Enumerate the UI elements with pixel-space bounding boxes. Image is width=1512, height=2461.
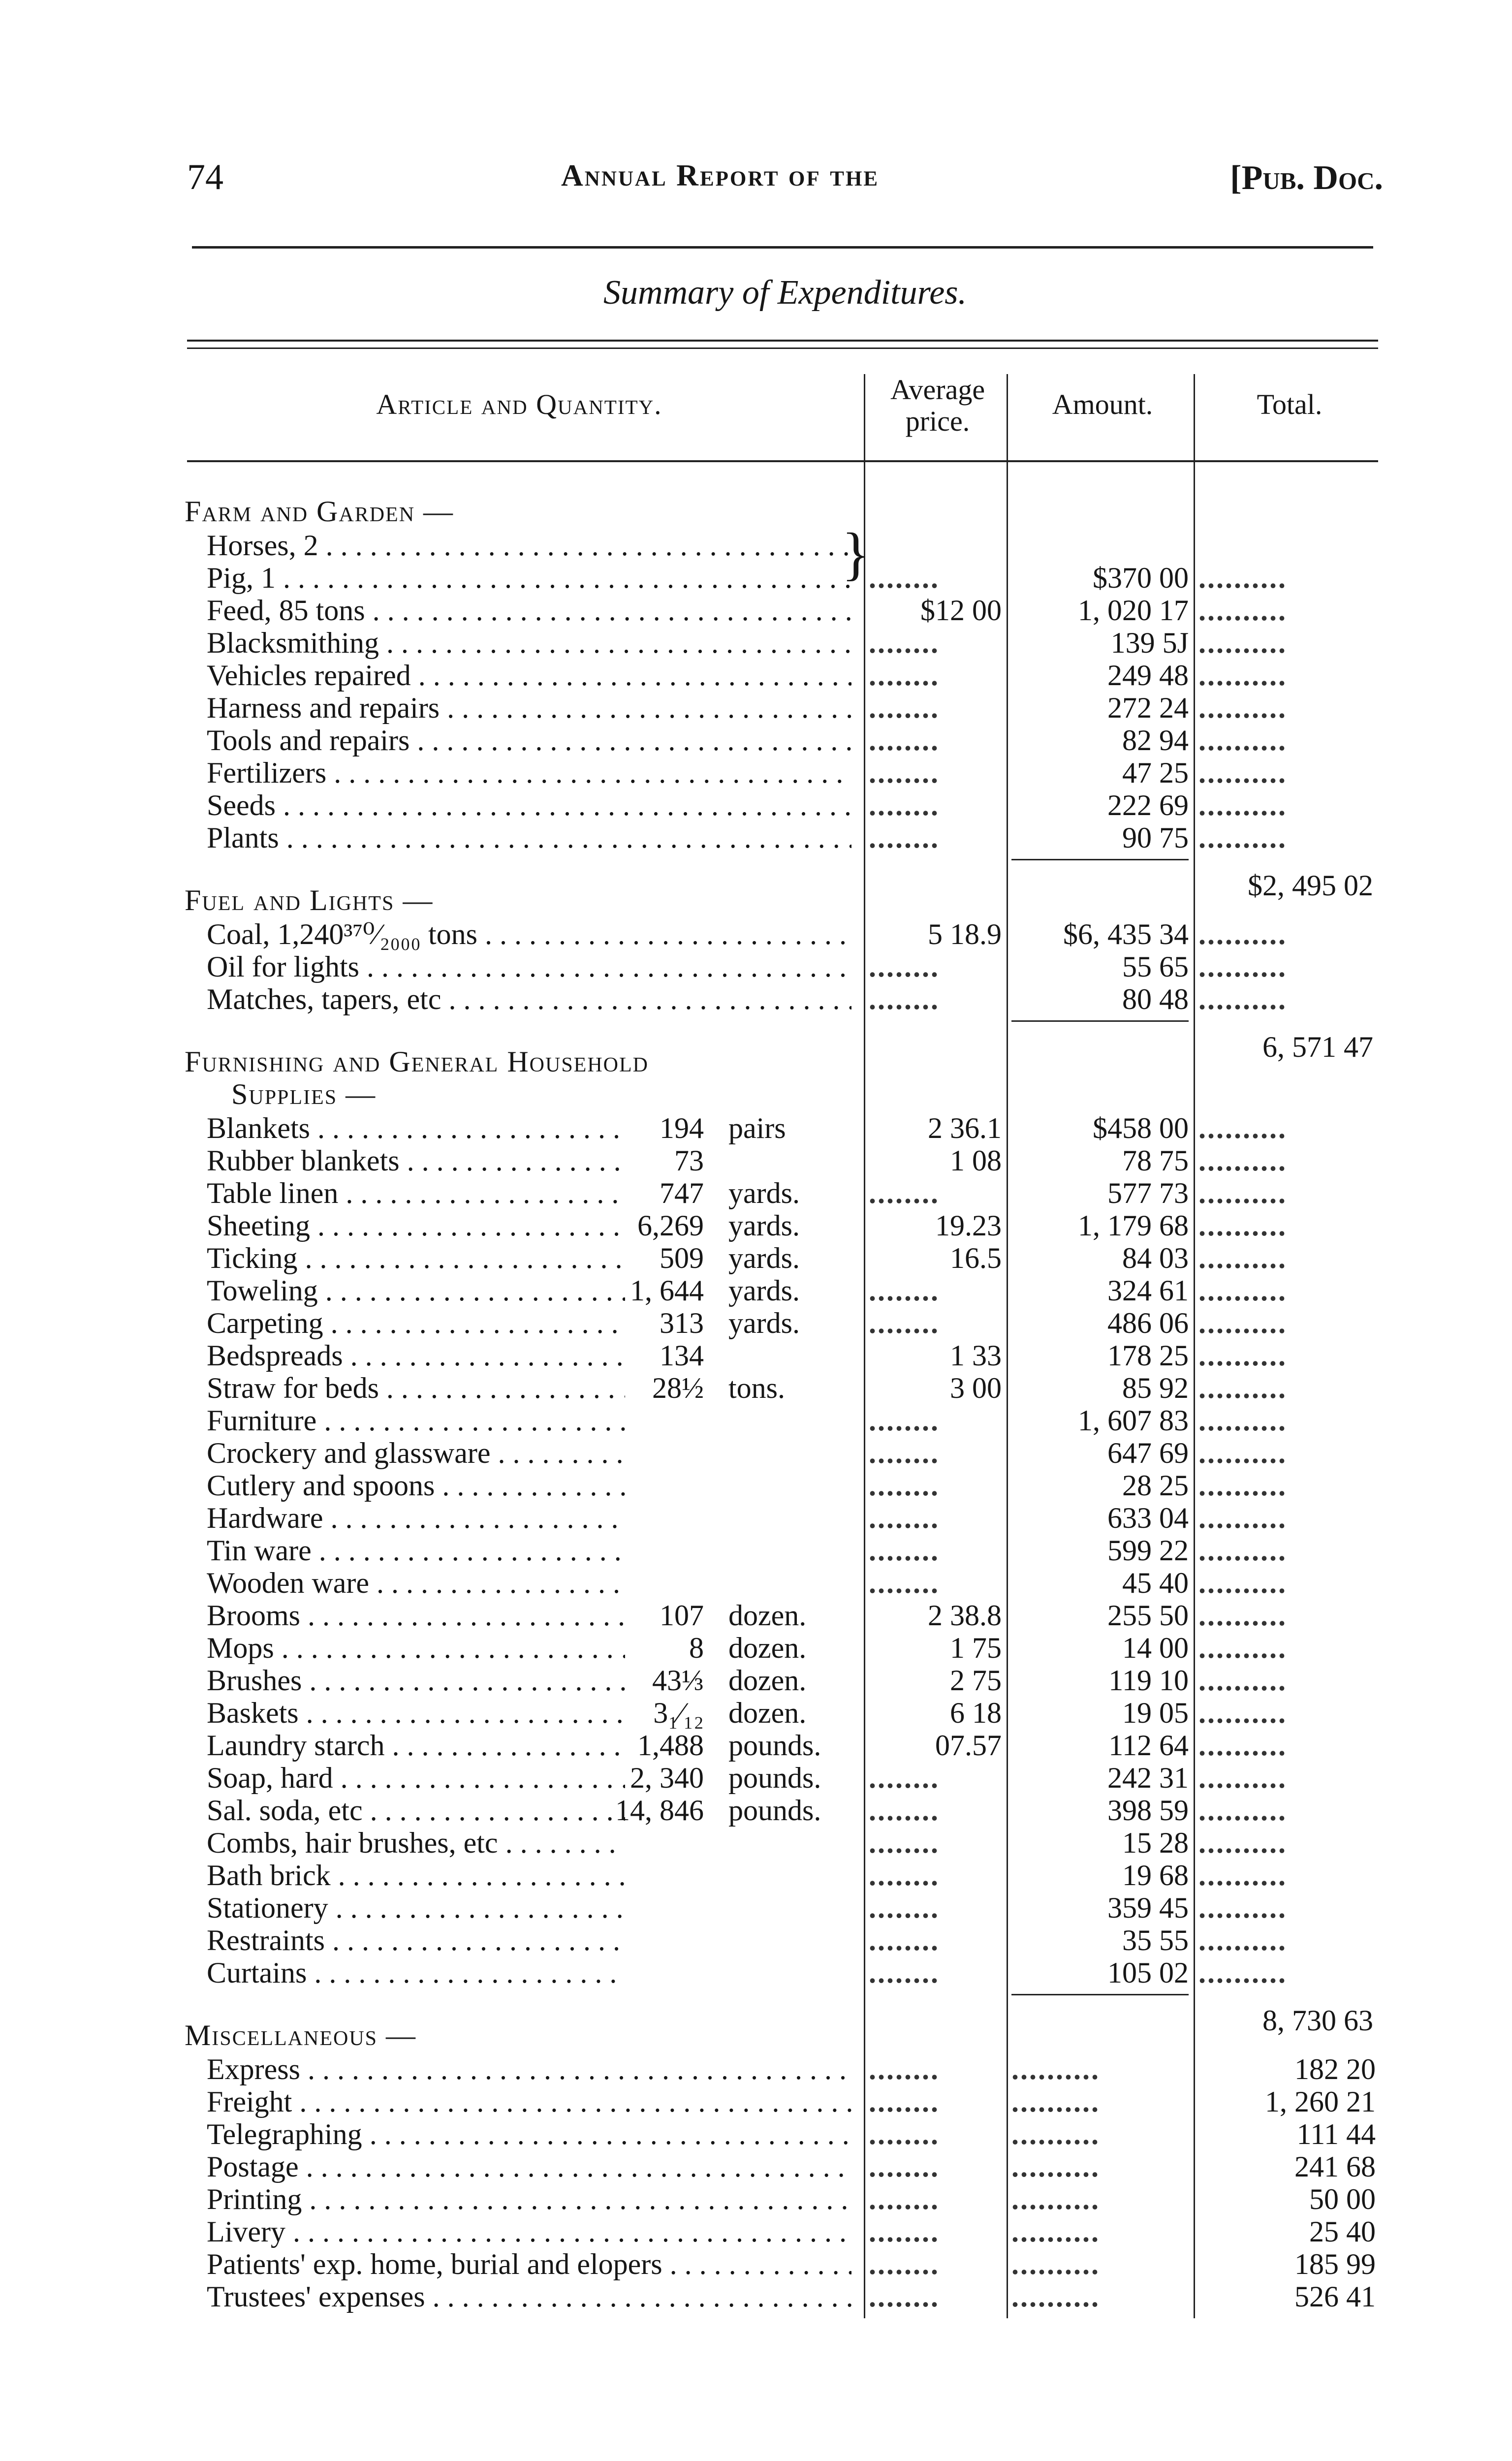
subtotal-rule-furnishing — [1011, 1994, 1189, 1995]
row-average-price: ........ — [869, 1859, 940, 1892]
table-row — [0, 1827, 1512, 1859]
table-row — [0, 789, 1512, 821]
row-quantity: 73 — [674, 1144, 704, 1177]
row-description: Blacksmithing . . . — [207, 627, 851, 659]
column-header-price-line2: price. — [905, 405, 970, 437]
row-amount: 84 03 — [1122, 1242, 1189, 1274]
row-quantity: 2, 340 — [630, 1762, 704, 1794]
row-description: Laundry starch . . . — [207, 1729, 625, 1762]
row-average-price: ........ — [869, 2150, 940, 2183]
row-total: .......... — [1198, 1762, 1287, 1794]
table-row — [0, 1404, 1512, 1437]
row-description: Table linen . . . — [207, 1177, 625, 1209]
row-average-price: 19.23 — [935, 1209, 1002, 1242]
row-average-price: ........ — [869, 821, 940, 854]
row-total: .......... — [1198, 1469, 1287, 1502]
table-row — [0, 1177, 1512, 1209]
row-amount: 178 25 — [1107, 1339, 1189, 1372]
row-amount: 28 25 — [1122, 1469, 1189, 1502]
table-row — [0, 2085, 1512, 2118]
row-description: Express . . . — [207, 2053, 851, 2085]
row-description: Toweling . . . — [207, 1274, 625, 1307]
row-description: Mops . . . — [207, 1632, 625, 1664]
row-total: 111 44 — [1296, 2118, 1376, 2150]
row-description: Pig, 1 . . . — [207, 562, 851, 594]
section-title-furnishing: Furnishing and General Household — [185, 1045, 649, 1078]
row-amount: 359 45 — [1107, 1892, 1189, 1924]
row-unit: pounds. — [728, 1794, 821, 1827]
row-average-price: 5 18.9 — [928, 918, 1002, 950]
row-total: .......... — [1198, 1697, 1287, 1729]
row-average-price: ........ — [869, 2248, 940, 2280]
table-row — [0, 1437, 1512, 1469]
column-header-price-line1: Average — [890, 374, 985, 406]
table-row — [0, 1924, 1512, 1956]
row-unit: pounds. — [728, 1762, 821, 1794]
table-row — [0, 529, 1512, 562]
row-amount: 486 06 — [1107, 1307, 1189, 1339]
table-row — [0, 1372, 1512, 1404]
row-total: .......... — [1198, 1632, 1287, 1664]
row-average-price: 07.57 — [935, 1729, 1002, 1762]
page-number: 74 — [187, 157, 223, 197]
row-total: .......... — [1198, 821, 1287, 854]
row-average-price: ........ — [869, 789, 940, 821]
row-description: Patients' exp. home, burial and elopers . . . — [207, 2248, 851, 2280]
row-description: Wooden ware . . . — [207, 1567, 625, 1599]
row-amount: 82 94 — [1122, 724, 1189, 757]
row-amount: 47 25 — [1122, 757, 1189, 789]
row-quantity: 194 — [660, 1112, 704, 1144]
table-row — [0, 1502, 1512, 1534]
section-subtitle-furnishing: Supplies — — [231, 1078, 377, 1110]
row-quantity: 134 — [660, 1339, 704, 1372]
section-title-farm: Farm and Garden — — [185, 495, 454, 528]
row-description: Straw for beds . . . — [207, 1372, 625, 1404]
row-amount: 599 22 — [1107, 1534, 1189, 1567]
row-quantity: 8 — [689, 1632, 704, 1664]
row-description: Harness and repairs . . . — [207, 692, 851, 724]
row-description: Combs, hair brushes, etc . . . — [207, 1827, 625, 1859]
table-row — [0, 1892, 1512, 1924]
row-total: 1, 260 21 — [1265, 2085, 1376, 2118]
table-row — [0, 1339, 1512, 1372]
row-amount: 119 10 — [1108, 1664, 1189, 1697]
row-average-price: ........ — [869, 724, 940, 757]
column-header-total: Total. — [1257, 388, 1323, 420]
row-description: Printing . . . — [207, 2183, 851, 2215]
row-average-price: ........ — [869, 1274, 940, 1307]
row-total: .......... — [1198, 918, 1287, 950]
row-description: Feed, 85 tons . . . — [207, 594, 851, 627]
table-row — [0, 2150, 1512, 2183]
row-total: .......... — [1198, 1502, 1287, 1534]
row-total: 241 68 — [1294, 2150, 1376, 2183]
table-row — [0, 950, 1512, 983]
table-row — [0, 1697, 1512, 1729]
row-amount: 1, 607 83 — [1078, 1404, 1189, 1437]
row-description: Sheeting . . . — [207, 1209, 625, 1242]
row-average-price: 2 38.8 — [928, 1599, 1002, 1632]
row-average-price: ........ — [869, 1827, 940, 1859]
row-total: .......... — [1198, 1567, 1287, 1599]
section-title-misc: Miscellaneous — — [185, 2019, 417, 2051]
column-header-price — [866, 374, 1009, 437]
table-row — [0, 2280, 1512, 2313]
row-unit: dozen. — [728, 1664, 807, 1697]
row-amount: 1, 179 68 — [1078, 1209, 1189, 1242]
row-total: .......... — [1198, 1144, 1287, 1177]
table-row — [0, 1632, 1512, 1664]
row-description: Bedspreads . . . — [207, 1339, 625, 1372]
row-unit: tons. — [728, 1372, 786, 1404]
row-quantity: 14, 846 — [615, 1794, 704, 1827]
row-average-price: ........ — [869, 1794, 940, 1827]
row-amount: 249 48 — [1107, 659, 1189, 692]
row-unit: yards. — [728, 1209, 800, 1242]
column-header-article: Article and Quantity. — [376, 388, 662, 420]
row-amount: 15 28 — [1122, 1827, 1189, 1859]
row-amount: .......... — [1011, 2248, 1100, 2280]
row-total: .......... — [1198, 627, 1287, 659]
row-amount: 78 75 — [1122, 1144, 1189, 1177]
row-average-price: 1 75 — [950, 1632, 1002, 1664]
table-top-rule — [187, 340, 1378, 342]
row-description: Hardware . . . — [207, 1502, 625, 1534]
table-row — [0, 2183, 1512, 2215]
table-row — [0, 2248, 1512, 2280]
row-average-price: ........ — [869, 1892, 940, 1924]
table-row — [0, 594, 1512, 627]
row-average-price: ........ — [869, 1404, 940, 1437]
table-row — [0, 562, 1512, 594]
row-average-price: ........ — [869, 1469, 940, 1502]
row-total: 182 20 — [1294, 2053, 1376, 2085]
row-unit: yards. — [728, 1307, 800, 1339]
row-amount: 19 68 — [1122, 1859, 1189, 1892]
table-row — [0, 659, 1512, 692]
row-average-price: ........ — [869, 627, 940, 659]
row-average-price: ........ — [869, 1924, 940, 1956]
row-description: Tin ware . . . — [207, 1534, 625, 1567]
row-total: .......... — [1198, 1437, 1287, 1469]
row-total: 50 00 — [1309, 2183, 1376, 2215]
row-average-price: $12 00 — [920, 594, 1002, 627]
row-unit: pounds. — [728, 1729, 821, 1762]
row-amount: $6, 435 34 — [1063, 918, 1189, 950]
row-description: Telegraphing . . . — [207, 2118, 851, 2150]
subtotal-rule-farm — [1011, 859, 1189, 860]
row-total: .......... — [1198, 1177, 1287, 1209]
row-total: .......... — [1198, 1924, 1287, 1956]
row-average-price: 1 33 — [950, 1339, 1002, 1372]
table-row — [0, 627, 1512, 659]
row-quantity: 509 — [660, 1242, 704, 1274]
table-row — [0, 1307, 1512, 1339]
row-unit: pairs — [728, 1112, 786, 1144]
row-description: Baskets . . . — [207, 1697, 625, 1729]
row-amount: .......... — [1011, 2053, 1100, 2085]
row-amount: 112 64 — [1108, 1729, 1189, 1762]
row-total: .......... — [1198, 1112, 1287, 1144]
table-row — [0, 1242, 1512, 1274]
subtotal-rule-fuel — [1011, 1020, 1189, 1022]
row-total: .......... — [1198, 1209, 1287, 1242]
running-title: Annual Report of the — [561, 159, 880, 192]
row-description: Brooms . . . — [207, 1599, 625, 1632]
row-description: Bath brick . . . — [207, 1859, 625, 1892]
row-amount: .......... — [1011, 2183, 1100, 2215]
running-header — [187, 157, 1383, 216]
row-average-price: ........ — [869, 1567, 940, 1599]
row-quantity: 107 — [660, 1599, 704, 1632]
row-average-price: ........ — [869, 659, 940, 692]
row-total: .......... — [1198, 983, 1287, 1015]
row-amount: 324 61 — [1107, 1274, 1189, 1307]
row-average-price: ........ — [869, 2183, 940, 2215]
table-row — [0, 1599, 1512, 1632]
row-amount: 19 05 — [1122, 1697, 1189, 1729]
row-description: Brushes . . . — [207, 1664, 625, 1697]
row-amount: 85 92 — [1122, 1372, 1189, 1404]
row-description: Curtains . . . — [207, 1956, 625, 1989]
row-total: 526 41 — [1294, 2280, 1376, 2313]
table-title: Summary of Expenditures. — [603, 274, 967, 312]
row-description: Crockery and glassware . . . — [207, 1437, 625, 1469]
table-row — [0, 1762, 1512, 1794]
row-average-price: 6 18 — [950, 1697, 1002, 1729]
row-total: .......... — [1198, 724, 1287, 757]
row-quantity: 6,269 — [637, 1209, 704, 1242]
row-amount: .......... — [1011, 2215, 1100, 2248]
table-row — [0, 1274, 1512, 1307]
row-amount: 45 40 — [1122, 1567, 1189, 1599]
section-title-fuel: Fuel and Lights — — [185, 884, 434, 916]
row-unit: dozen. — [728, 1697, 807, 1729]
row-description: Blankets . . . — [207, 1112, 625, 1144]
row-amount: 222 69 — [1107, 789, 1189, 821]
table-row — [0, 1209, 1512, 1242]
table-row — [0, 918, 1512, 950]
row-average-price: ........ — [869, 1437, 940, 1469]
table-row — [0, 2053, 1512, 2085]
row-average-price: ........ — [869, 1177, 940, 1209]
row-amount: 90 75 — [1122, 821, 1189, 854]
row-description: Carpeting . . . — [207, 1307, 625, 1339]
row-description: Cutlery and spoons . . . — [207, 1469, 625, 1502]
row-description: Livery . . . — [207, 2215, 851, 2248]
row-average-price: ........ — [869, 1762, 940, 1794]
table-row — [0, 983, 1512, 1015]
row-quantity: 313 — [660, 1307, 704, 1339]
row-total: .......... — [1198, 692, 1287, 724]
row-average-price: ........ — [869, 1502, 940, 1534]
row-amount: 139 5J — [1110, 627, 1189, 659]
row-amount: .......... — [1011, 2118, 1100, 2150]
row-amount: $370 00 — [1093, 562, 1189, 594]
row-total: .......... — [1198, 1404, 1287, 1437]
row-description: Trustees' expenses . . . — [207, 2280, 851, 2313]
table-row — [0, 1112, 1512, 1144]
table-row — [0, 1729, 1512, 1762]
table-row — [0, 1794, 1512, 1827]
row-average-price: ........ — [869, 1534, 940, 1567]
row-total: .......... — [1198, 1274, 1287, 1307]
row-average-price: 2 36.1 — [928, 1112, 1002, 1144]
row-average-price: ........ — [869, 2085, 940, 2118]
row-average-price: 1 08 — [950, 1144, 1002, 1177]
row-total: .......... — [1198, 757, 1287, 789]
row-quantity: 747 — [660, 1177, 704, 1209]
subtotal-farm: $2, 495 02 — [1248, 869, 1373, 902]
row-description: Coal, 1,240³⁷⁰⁄₂₀₀₀ tons . . . — [207, 918, 851, 950]
row-description: Seeds . . . — [207, 789, 851, 821]
table-row — [0, 1567, 1512, 1599]
row-amount: 272 24 — [1107, 692, 1189, 724]
row-unit: dozen. — [728, 1632, 807, 1664]
row-description: Fertilizers . . . — [207, 757, 851, 789]
table-row — [0, 2215, 1512, 2248]
row-average-price: 2 75 — [950, 1664, 1002, 1697]
row-description: Horses, 2 . . . — [207, 529, 851, 562]
row-average-price: ........ — [869, 1307, 940, 1339]
row-total: .......... — [1198, 594, 1287, 627]
row-description: Oil for lights . . . — [207, 950, 851, 983]
row-amount: 255 50 — [1107, 1599, 1189, 1632]
row-amount: 633 04 — [1107, 1502, 1189, 1534]
row-description: Ticking . . . — [207, 1242, 625, 1274]
row-average-price: ........ — [869, 2118, 940, 2150]
row-description: Matches, tapers, etc . . . — [207, 983, 851, 1015]
table-row — [0, 1664, 1512, 1697]
table-row — [0, 1144, 1512, 1177]
row-total: .......... — [1198, 1892, 1287, 1924]
row-unit: yards. — [728, 1177, 800, 1209]
header-bottom-rule — [187, 460, 1378, 462]
row-average-price: 3 00 — [950, 1372, 1002, 1404]
row-description: Soap, hard . . . — [207, 1762, 625, 1794]
row-description: Tools and repairs . . . — [207, 724, 851, 757]
pub-doc-label: [Pub. Doc. — [1230, 159, 1383, 197]
row-average-price: ........ — [869, 562, 940, 594]
row-average-price: ........ — [869, 2280, 940, 2313]
table-row — [0, 724, 1512, 757]
row-average-price: ........ — [869, 983, 940, 1015]
row-total: .......... — [1198, 1242, 1287, 1274]
row-quantity: 3₁⁄₁₂ — [653, 1697, 704, 1729]
row-total: .......... — [1198, 1599, 1287, 1632]
row-average-price: ........ — [869, 950, 940, 983]
row-average-price: ........ — [869, 692, 940, 724]
row-amount: 647 69 — [1107, 1437, 1189, 1469]
row-unit: yards. — [728, 1274, 800, 1307]
table-top-rule-2 — [187, 347, 1378, 349]
row-description: Freight . . . — [207, 2085, 851, 2118]
row-quantity: 1, 644 — [630, 1274, 704, 1307]
brace-icon: } — [842, 521, 870, 586]
row-description: Rubber blankets . . . — [207, 1144, 625, 1177]
row-total: .......... — [1198, 1827, 1287, 1859]
column-header-amount: Amount. — [1052, 388, 1153, 420]
table-row — [0, 757, 1512, 789]
row-description: Restraints . . . — [207, 1924, 625, 1956]
row-average-price: ........ — [869, 2215, 940, 2248]
row-amount: 80 48 — [1122, 983, 1189, 1015]
row-total: .......... — [1198, 1794, 1287, 1827]
row-amount: .......... — [1011, 2150, 1100, 2183]
row-quantity: 1,488 — [637, 1729, 704, 1762]
row-quantity: 43⅓ — [652, 1664, 704, 1697]
row-amount: .......... — [1011, 2280, 1100, 2313]
row-total: .......... — [1198, 1729, 1287, 1762]
table-row — [0, 2118, 1512, 2150]
row-total: .......... — [1198, 1372, 1287, 1404]
row-amount: 105 02 — [1107, 1956, 1189, 1989]
row-total: .......... — [1198, 789, 1287, 821]
row-total: .......... — [1198, 659, 1287, 692]
row-amount: .......... — [1011, 2085, 1100, 2118]
row-description: Sal. soda, etc . . . — [207, 1794, 625, 1827]
row-total: .......... — [1198, 1664, 1287, 1697]
row-total: .......... — [1198, 1307, 1287, 1339]
row-amount: 398 59 — [1107, 1794, 1189, 1827]
row-description: Furniture . . . — [207, 1404, 625, 1437]
table-row — [0, 821, 1512, 854]
row-total: .......... — [1198, 1956, 1287, 1989]
row-amount: 242 31 — [1107, 1762, 1189, 1794]
table-row — [0, 1469, 1512, 1502]
row-average-price: ........ — [869, 757, 940, 789]
row-amount: 1, 020 17 — [1078, 594, 1189, 627]
row-quantity: 28½ — [652, 1372, 704, 1404]
table-row — [0, 1534, 1512, 1567]
row-unit: dozen. — [728, 1599, 807, 1632]
row-average-price: ........ — [869, 1956, 940, 1989]
table-row — [0, 1859, 1512, 1892]
row-description: Postage . . . — [207, 2150, 851, 2183]
table-row — [0, 692, 1512, 724]
row-average-price: ........ — [869, 2053, 940, 2085]
subtotal-fuel: 6, 571 47 — [1262, 1031, 1373, 1063]
header-rule — [192, 246, 1373, 249]
row-amount: 35 55 — [1122, 1924, 1189, 1956]
row-description: Plants . . . — [207, 821, 851, 854]
subtotal-furnishing: 8, 730 63 — [1262, 2004, 1373, 2037]
row-total: 25 40 — [1309, 2215, 1376, 2248]
row-amount: 14 00 — [1122, 1632, 1189, 1664]
row-description: Stationery . . . — [207, 1892, 625, 1924]
row-amount: $458 00 — [1093, 1112, 1189, 1144]
row-unit: yards. — [728, 1242, 800, 1274]
row-description: Vehicles repaired . . . — [207, 659, 851, 692]
table-row — [0, 1956, 1512, 1989]
row-amount: 55 65 — [1122, 950, 1189, 983]
row-total: .......... — [1198, 1534, 1287, 1567]
row-total: .......... — [1198, 1859, 1287, 1892]
row-total: .......... — [1198, 1339, 1287, 1372]
row-total: .......... — [1198, 950, 1287, 983]
row-total: .......... — [1198, 562, 1287, 594]
row-total: 185 99 — [1294, 2248, 1376, 2280]
row-amount: 577 73 — [1107, 1177, 1189, 1209]
row-average-price: 16.5 — [950, 1242, 1002, 1274]
